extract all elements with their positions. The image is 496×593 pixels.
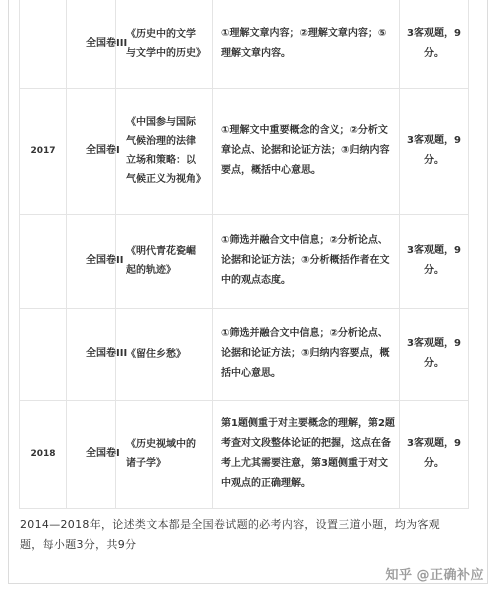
article-title-cell: 《历史视域中的诸子学》 [126, 439, 196, 469]
exam-analysis-table [19, 0, 469, 509]
question-type-cell: 3客观题，9分。 [400, 400, 469, 508]
table-row [20, 308, 469, 400]
article-title-cell: 《中国参与国际气候治理的法律立场和策略：以气候正义为视角》 [126, 117, 206, 185]
question-type-cell: 3客观题，9分。 [400, 308, 469, 400]
table-row [20, 0, 469, 88]
question-type-cell: 3客观题，9分。 [400, 214, 469, 308]
watermark [385, 564, 484, 583]
article-title-cell: 《留住乡愁》 [126, 348, 186, 360]
year-cell: 2017 [20, 88, 67, 214]
question-type-cell: 3客观题，9分。 [400, 0, 469, 88]
ability-cell: ①理解文中重要概念的含义；②分析文章论点、论据和论证方法；③归纳内容要点，概括中心意思。 [221, 125, 390, 176]
ability-cell: ①理解文章内容；②理解文章内容；⑤理解文章内容。 [221, 27, 387, 59]
ability-cell: ①筛选并融合文中信息；②分析论点、论据和论证方法；③分析概括作者在文中的观点态度。 [221, 235, 390, 286]
volume-cell: 全国卷I [86, 145, 120, 156]
volume-cell: 全国卷I [86, 448, 120, 459]
year-cell [20, 0, 67, 88]
volume-cell: 全国卷II [86, 255, 124, 266]
article-title-cell: 《明代青花瓷崛起的轨迹》 [126, 246, 196, 276]
volume-cell: 全国卷III [86, 37, 128, 49]
summary-caption: 2014—2018年，论述类文本都是全国卷试题的必考内容，设置三道小题，均为客观题，每小题3分，共9分 [20, 518, 440, 551]
volume-cell: 全国卷III [86, 348, 128, 359]
year-cell [20, 308, 67, 400]
article-title-cell: 《历史中的文学与文学中的历史》 [126, 28, 206, 59]
year-cell: 2018 [20, 400, 67, 508]
table-row [20, 88, 469, 214]
table-row [20, 214, 469, 308]
ability-cell: ①筛选并融合文中信息；②分析论点、论据和论证方法；③归纳内容要点，概括中心意思。 [221, 328, 390, 379]
watermark-author: @正确补应 [416, 568, 484, 583]
ability-cell: 第1题侧重于对主要概念的理解，第2题考查对文段整体论证的把握，这点在备考上尤其需要注意，第3题侧重于对文中观点的正确理解。 [221, 418, 395, 489]
table-row [20, 400, 469, 508]
zhihu-logo: 知乎 [385, 568, 413, 583]
year-cell [20, 214, 67, 308]
question-type-cell: 3客观题，9分。 [400, 88, 469, 214]
